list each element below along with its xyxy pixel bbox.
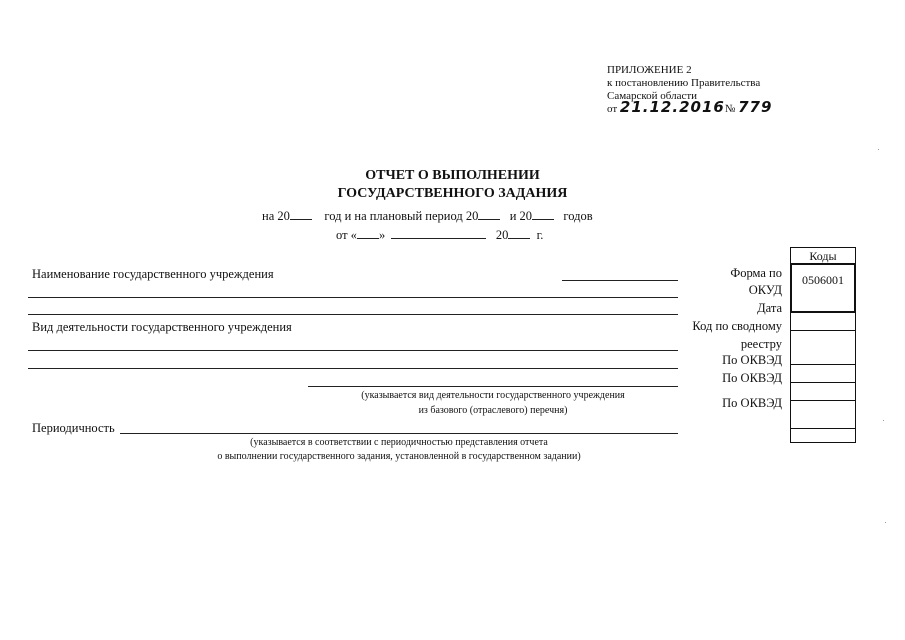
handwritten-number: 779 <box>738 98 773 116</box>
plan-year1-blank[interactable] <box>478 207 500 220</box>
scan-speck <box>878 149 879 150</box>
periodicity-note-1: (указывается в соответствии с периодичностью представления отчета <box>250 437 548 448</box>
date-part4: г. <box>536 228 544 242</box>
codes-header: Коды <box>809 249 837 263</box>
label-registry-2: реестру <box>740 337 782 351</box>
institution-name-line-1[interactable] <box>28 297 678 298</box>
okud-code: 0506001 <box>802 273 844 287</box>
label-okved-3: По ОКВЭД <box>722 396 782 410</box>
okved3-code-cell[interactable] <box>791 400 855 428</box>
okved2-code-cell[interactable] <box>791 382 855 400</box>
extra-code-cell[interactable] <box>791 428 855 442</box>
label-form-okud-2: ОКУД <box>748 283 782 297</box>
date-part3: 20 <box>495 228 509 242</box>
appendix-date-line <box>607 98 773 116</box>
date-year-blank[interactable] <box>508 226 530 239</box>
codes-table <box>790 247 856 443</box>
label-form-okud-1: Форма по <box>730 266 782 280</box>
date-line <box>336 226 543 243</box>
activity-note-1: (указывается вид деятельности государственного учреждения <box>361 390 625 401</box>
registry-code-cell[interactable] <box>791 330 855 364</box>
appendix-region: Самарской области <box>607 90 698 102</box>
periodicity-line[interactable] <box>120 433 678 434</box>
date-part1: от « <box>336 228 357 242</box>
activity-line-1[interactable] <box>28 350 678 351</box>
activity-type-label: Вид деятельности государственного учреждения <box>32 320 292 334</box>
report-title-line2: ГОСУДАРСТВЕННОГО ЗАДАНИЯ <box>337 186 568 201</box>
period-part3: и 20 <box>509 209 533 223</box>
report-title-line1: ОТЧЕТ О ВЫПОЛНЕНИИ <box>365 168 540 183</box>
handwritten-date: 21.12.2016 <box>619 98 725 116</box>
period-line <box>262 207 593 224</box>
period-part2: год и на плановый период 20 <box>324 209 479 223</box>
month-blank[interactable] <box>391 226 486 239</box>
period-part1: на 20 <box>262 209 290 223</box>
scan-speck <box>883 420 884 421</box>
number-sign: № <box>724 103 736 115</box>
activity-line-2[interactable] <box>28 368 678 369</box>
date-part2: » <box>378 228 386 242</box>
period-part4: годов <box>563 209 593 223</box>
appendix-from: от <box>607 103 618 115</box>
institution-name-line-short[interactable] <box>562 280 678 281</box>
day-blank[interactable] <box>357 226 379 239</box>
appendix-title: ПРИЛОЖЕНИЕ 2 <box>607 64 692 76</box>
periodicity-note-2: о выполнении государственного задания, установленной в государственном задании) <box>217 451 581 462</box>
date-code-cell[interactable] <box>791 312 855 330</box>
year-blank[interactable] <box>290 207 312 220</box>
scan-speck <box>885 522 886 523</box>
label-registry-1: Код по сводному <box>692 319 782 333</box>
activity-line-3[interactable] <box>308 386 678 387</box>
label-date: Дата <box>757 301 782 315</box>
label-okved-1: По ОКВЭД <box>722 353 782 367</box>
institution-name-line-2[interactable] <box>28 314 678 315</box>
label-okved-2: По ОКВЭД <box>722 371 782 385</box>
okved1-code-cell[interactable] <box>791 364 855 382</box>
activity-note-2: из базового (отраслевого) перечня) <box>418 405 568 416</box>
periodicity-label: Периодичность <box>32 421 115 435</box>
institution-name-label: Наименование государственного учреждения <box>32 267 274 281</box>
appendix-decree: к постановлению Правительства <box>607 77 761 89</box>
okud-code-cell[interactable] <box>790 263 856 313</box>
plan-year2-blank[interactable] <box>532 207 554 220</box>
appendix-block <box>607 64 772 116</box>
